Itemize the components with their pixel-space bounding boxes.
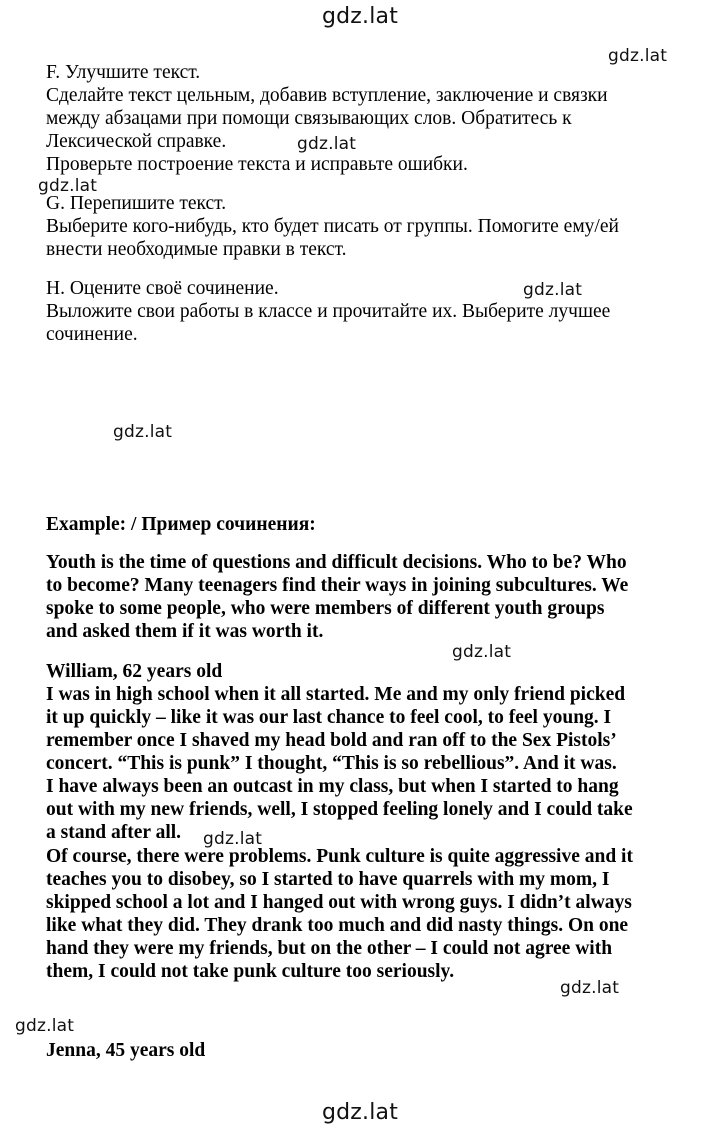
intro-line: spoke to some people, who were members of different youth groups bbox=[46, 598, 605, 619]
task-line: H. Оцените своё сочинение. bbox=[46, 278, 279, 299]
william-line: a stand after all. bbox=[46, 822, 182, 843]
task-line: Сделайте текст цельным, добавив вступление, заключение и связки bbox=[46, 85, 608, 106]
watermark: gdz.lat bbox=[38, 176, 98, 196]
watermark: gdz.lat bbox=[452, 642, 512, 662]
william-line: teaches you to disobey, so I started to have quarrels with my mom, I bbox=[46, 869, 610, 890]
william-line: Of course, there were problems. Punk culture is quite aggressive and it bbox=[46, 846, 633, 867]
william-line: it up quickly – like it was our last chance to feel cool, to feel young. I bbox=[46, 707, 612, 728]
william-line: out with my new friends, well, I stopped feeling lonely and I could take bbox=[46, 799, 633, 820]
william-line: them, I could not take punk culture too seriously. bbox=[46, 961, 455, 982]
watermark-top: gdz.lat bbox=[321, 4, 399, 29]
william-line: I have always been an outcast in my class, but when I started to hang bbox=[46, 776, 619, 797]
task-line: F. Улучшите текст. bbox=[46, 62, 201, 83]
william-heading: William, 62 years old bbox=[46, 661, 223, 682]
example-heading: Example: / Пример сочинения: bbox=[46, 514, 316, 535]
watermark: gdz.lat bbox=[15, 1016, 75, 1036]
watermark: gdz.lat bbox=[608, 46, 668, 66]
william-line: I was in high school when it all started. Me and my only friend picked bbox=[46, 684, 626, 705]
task-line: Выберите кого-нибудь, кто будет писать от группы. Помогите ему/ей bbox=[46, 216, 619, 237]
intro-line: and asked them if it was worth it. bbox=[46, 621, 324, 642]
intro-line: Youth is the time of questions and difficult decisions. Who to be? Who bbox=[46, 552, 627, 573]
watermark: gdz.lat bbox=[203, 829, 263, 849]
william-line: skipped school a lot and I hanged out with wrong guys. I didn’t always bbox=[46, 892, 632, 913]
task-line: внести необходимые правки в текст. bbox=[46, 239, 347, 260]
intro-line: to become? Many teenagers find their ways in joining subcultures. We bbox=[46, 575, 629, 596]
task-line: G. Перепишите текст. bbox=[46, 193, 227, 214]
william-line: concert. “This is punk” I thought, “This is so rebellious”. And it was. bbox=[46, 753, 617, 774]
task-line: сочинение. bbox=[46, 324, 138, 345]
watermark: gdz.lat bbox=[523, 280, 583, 300]
watermark: gdz.lat bbox=[113, 422, 173, 442]
watermark-bottom: gdz.lat bbox=[321, 1100, 399, 1125]
task-line: Выложите свои работы в классе и прочитайте их. Выберите лучшее bbox=[46, 301, 611, 322]
task-line: Лексической справке. bbox=[46, 131, 227, 152]
watermark: gdz.lat bbox=[560, 978, 620, 998]
william-line: remember once I shaved my head bold and ran off to the Sex Pistols’ bbox=[46, 730, 617, 751]
william-line: like what they did. They drank too much and did nasty things. On one bbox=[46, 915, 629, 936]
watermark: gdz.lat bbox=[297, 134, 357, 154]
william-line: hand they were my friends, but on the other – I could not agree with bbox=[46, 938, 613, 959]
task-line: между абзацами при помощи связывающих слов. Обратитесь к bbox=[46, 108, 572, 129]
jenna-heading: Jenna, 45 years old bbox=[46, 1040, 206, 1061]
task-line: Проверьте построение текста и исправьте ошибки. bbox=[46, 154, 468, 175]
